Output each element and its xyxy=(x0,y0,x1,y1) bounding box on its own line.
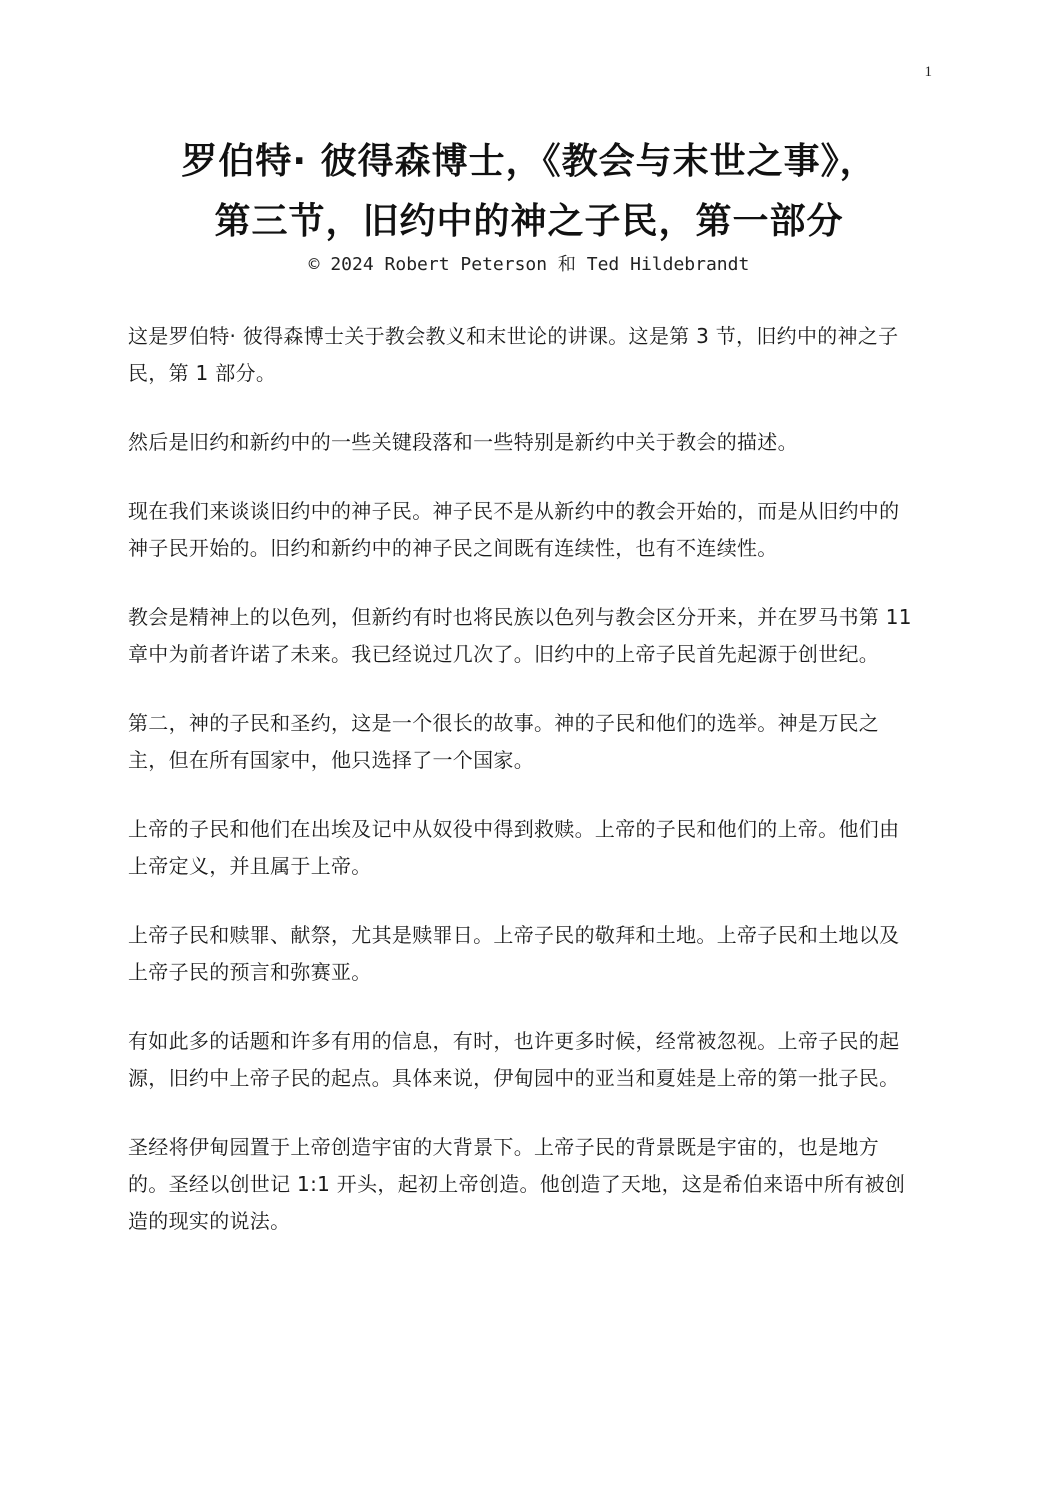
paragraph: 这是罗伯特· 彼得森博士关于教会教义和末世论的讲课。这是第 3 节，旧约中的神之子民，第 1 部分。 xyxy=(128,324,899,385)
document-body xyxy=(128,318,918,1272)
paragraph: 然后是旧约和新约中的一些关键段落和一些特别是新约中关于教会的描述。 xyxy=(128,430,798,454)
document-title-line-2: 第三节，旧约中的神之子民，第一部分 xyxy=(214,201,844,242)
document-title-line-1: 罗伯特· 彼得森博士，《教会与末世之事》， xyxy=(181,141,877,182)
paragraph: 现在我们来谈谈旧约中的神子民。神子民不是从新约中的教会开始的，而是从旧约中的神子民开始的。旧约和新约中的神子民之间既有连续性，也有不连续性。 xyxy=(128,499,900,560)
paragraph: 上帝的子民和他们在出埃及记中从奴役中得到救赎。上帝的子民和他们的上帝。他们由上帝定义，并且属于上帝。 xyxy=(128,817,900,878)
paragraph: 第二，神的子民和圣约，这是一个很长的故事。神的子民和他们的选举。神是万民之主，但在所有国家中，他只选择了一个国家。 xyxy=(128,711,880,772)
paragraph: 上帝子民和赎罪、献祭，尤其是赎罪日。上帝子民的敬拜和土地。上帝子民和土地以及上帝子民的预言和弥赛亚。 xyxy=(128,923,900,984)
paragraph: 圣经将伊甸园置于上帝创造宇宙的大背景下。上帝子民的背景既是宇宙的，也是地方的。圣经以创世记 1:1 开头，起初上帝创造。他创造了天地，这是希伯来语中所有被创造的现实的说法。 xyxy=(128,1135,906,1233)
copyright-line: © 2024 Robert Peterson 和 Ted Hildebrandt xyxy=(308,254,750,275)
document-header xyxy=(0,132,1058,278)
paragraph: 有如此多的话题和许多有用的信息，有时，也许更多时候，经常被忽视。上帝子民的起源，旧约中上帝子民的起点。具体来说，伊甸园中的亚当和夏娃是上帝的第一批子民。 xyxy=(128,1029,900,1090)
paragraph: 教会是精神上的以色列，但新约有时也将民族以色列与教会区分开来，并在罗马书第 11 章中为前者许诺了未来。我已经说过几次了。旧约中的上帝子民首先起源于创世纪。 xyxy=(128,605,912,666)
page-number: 1 xyxy=(924,64,932,80)
